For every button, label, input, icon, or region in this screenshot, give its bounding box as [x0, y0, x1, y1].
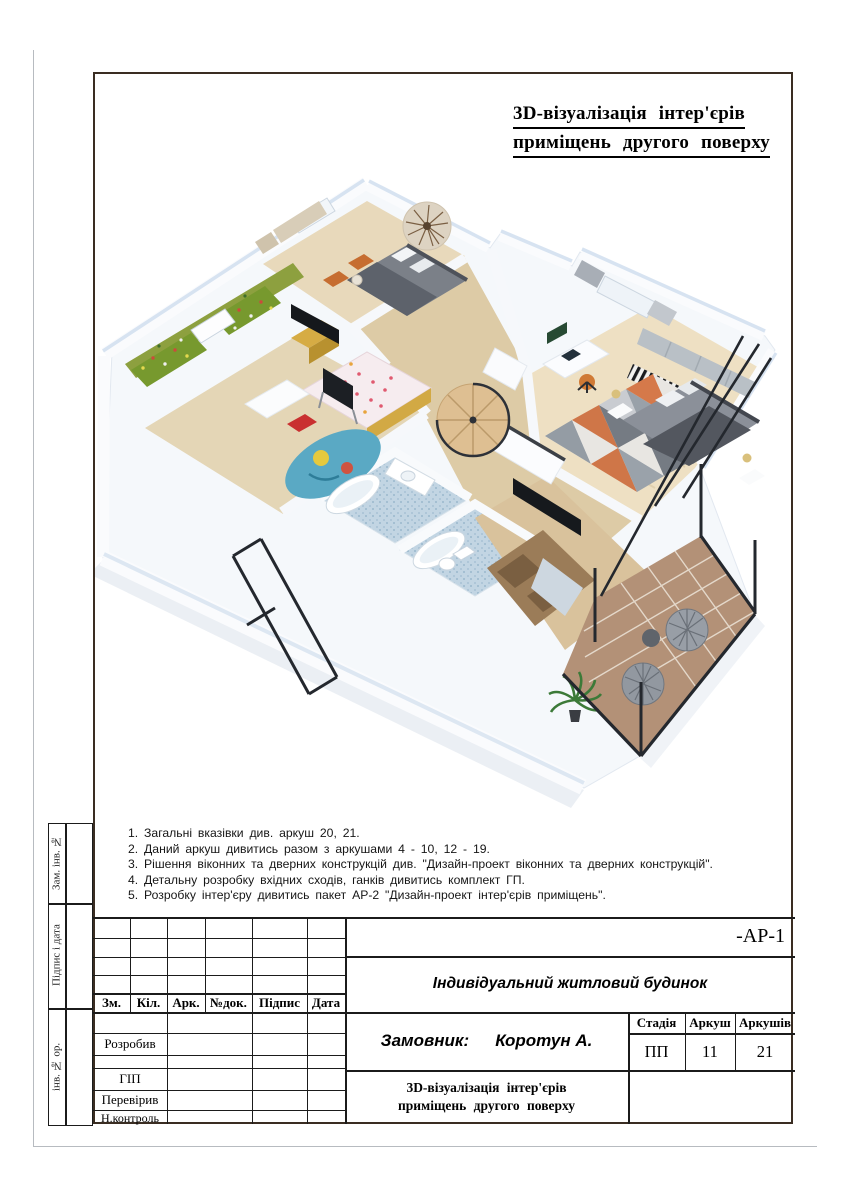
revision-header-data: Дата — [311, 994, 341, 1010]
side-strip-divider — [65, 823, 67, 1126]
role-checked: Перевірив — [101, 1092, 159, 1107]
revision-header-zm: Зм. — [102, 994, 121, 1010]
project-name: Індивідуальний житловий будинок — [432, 975, 708, 992]
note-line: 1. Загальні вказівки див. аркуш 20, 21. — [128, 826, 360, 840]
revision-header-ark: Арк. — [172, 994, 200, 1010]
sheets-total-header: Аркушів — [738, 1014, 792, 1030]
terrace-table — [642, 629, 660, 647]
rug-shape — [341, 462, 353, 474]
tb-line — [307, 917, 308, 1124]
sheet-header: Аркуш — [689, 1014, 731, 1030]
spiral-staircase — [437, 384, 509, 456]
client-label: Замовник: — [380, 1031, 470, 1050]
annotation-title — [513, 102, 773, 160]
rug-shape — [313, 450, 329, 466]
pendant-lamp — [743, 454, 752, 463]
floorplan-3d-render — [95, 168, 800, 813]
toilet — [439, 558, 455, 570]
client-name: Коротун А. — [495, 1031, 593, 1050]
revision-header-pidpys: Підпис — [258, 994, 301, 1010]
role-ncontrol: Н.контроль — [100, 1110, 159, 1125]
role-developer: Розробив — [104, 1036, 156, 1051]
role-gip: ГІП — [119, 1071, 141, 1086]
note-line: 3. Рішення віконних та дверних конструкцій див. "Дизайн-проект віконних та дверних конструкцій". — [128, 857, 713, 872]
note-line: 5. Розробку інтер'єру дивитись пакет АР-2 "Дизайн-проект інтер'єрів приміщень". — [128, 888, 606, 903]
dandelion-center — [423, 222, 431, 230]
sheets-total-value: 21 — [756, 1041, 774, 1061]
document-code: -АР-1 — [736, 925, 785, 947]
side-strip-label: Підпис і дата — [50, 924, 63, 987]
side-strip-label: Зам. інв. № — [50, 835, 63, 891]
sheet-value: 11 — [702, 1041, 718, 1061]
sink-bowl — [401, 471, 415, 481]
side-table — [352, 275, 362, 285]
annotation-line-2: приміщень другого поверху — [513, 131, 770, 158]
note-line: 2. Даний аркуш дивитись разом з аркушами 4 - 10, 12 - 19. — [128, 841, 490, 856]
annotation-line-1: 3D-візуалізація інтер'єрів — [513, 102, 745, 129]
page-edge-line-vertical — [33, 50, 34, 1146]
drawing-title-line-2: приміщень другого поверху — [397, 1098, 576, 1113]
revision-header-kil: Кіл. — [136, 994, 161, 1010]
pendant-lamp — [612, 390, 621, 399]
revision-header-ndok: №док. — [210, 994, 247, 1010]
tb-line — [167, 917, 168, 1124]
drawing-title-line-1: 3D-візуалізація інтер'єрів — [406, 1080, 567, 1095]
notes-list — [128, 826, 728, 904]
stage-value: ПП — [644, 1041, 669, 1061]
wicker-chair — [622, 663, 664, 705]
stage-header: Стадія — [636, 1014, 677, 1030]
page-edge-line-horizontal — [33, 1146, 817, 1147]
wicker-chair — [666, 609, 708, 651]
note-line: 4. Детальну розробку вхідних сходів, ганків дивитись комплект ГП. — [128, 872, 525, 887]
nightstand — [739, 469, 765, 485]
tb-line — [252, 917, 253, 1124]
side-strip-label: інв. № ор. — [50, 1042, 63, 1092]
